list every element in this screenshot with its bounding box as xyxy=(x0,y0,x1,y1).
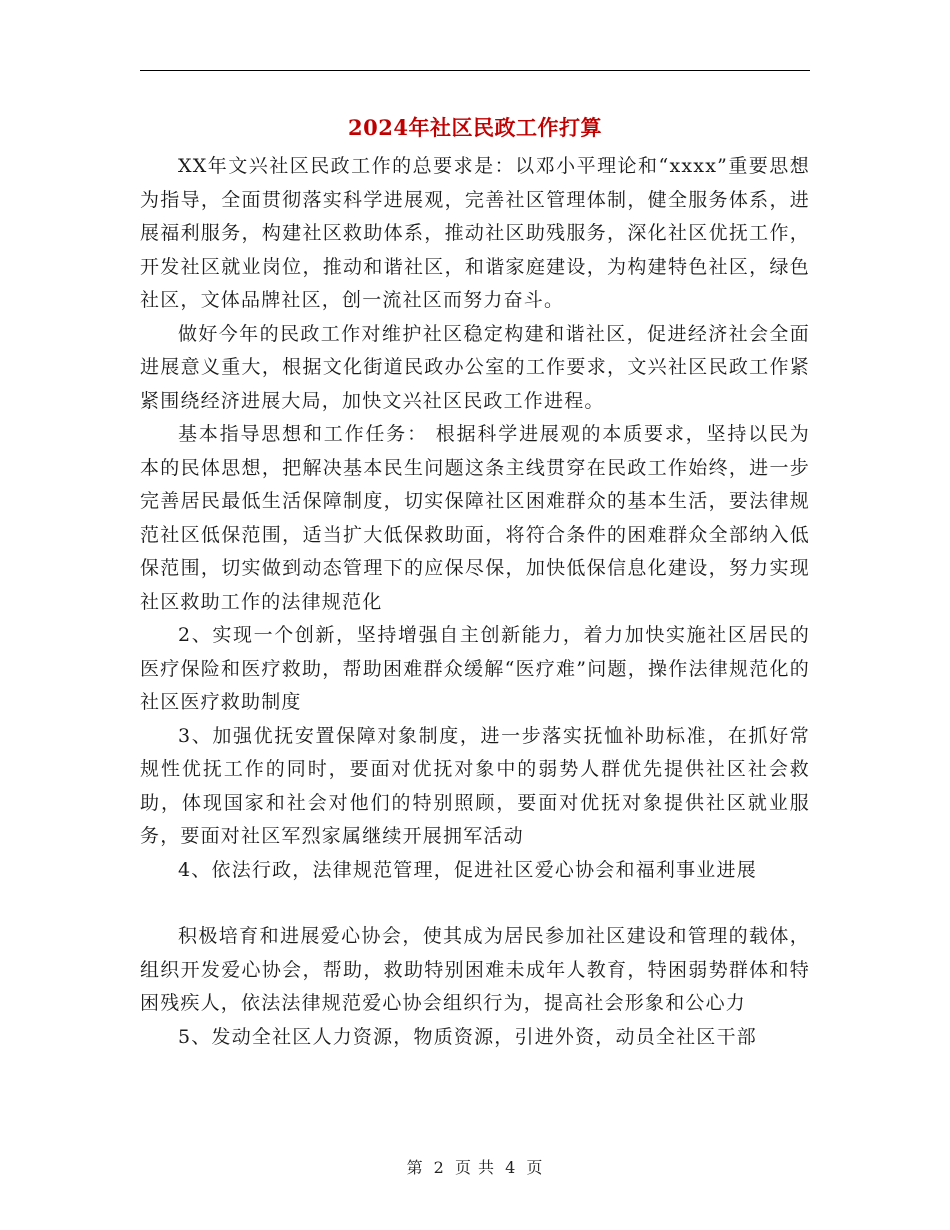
footer-suffix: 页 xyxy=(526,1158,544,1177)
page-footer xyxy=(0,1155,950,1178)
footer-prefix: 第 xyxy=(406,1158,424,1177)
paragraph-guiding-ideas: 基本指导思想和工作任务： 根据科学进展观的本质要求，坚持以民为本的民体思想，把解决基本民生问题这条主线贯穿在民政工作始终，进一步完善居民最低生活保障制度，切实保障社区困难群众的基本生活，要法律规范社区低保范围，适当扩大低保救助面，将符合条件的困难群众全部纳入低保范围，切实做到动态管理下的应保尽保，加快低保信息化建设，努力实现社区救助工作的法律规范化 xyxy=(140,423,810,613)
paragraph-item-2: 2、实现一个创新，坚持增强自主创新能力，着力加快实施社区居民的医疗保险和医疗救助，帮助困难群众缓解“医疗难”问题，操作法律规范化的社区医疗救助制度 xyxy=(140,624,810,713)
paragraph-item-4: 4、依法行政，法律规范管理，促进社区爱心协会和福利事业进展 xyxy=(178,858,757,881)
paragraph-item-3: 3、加强优抚安置保障对象制度，进一步落实抚恤补助标准，在抓好常规性优抚工作的同时，要面对优抚对象中的弱势人群优先提供社区社会救助，体现国家和社会对他们的特别照顾，要面对优抚对象提供社区就业服务，要面对社区军烈家属继续开展拥军活动 xyxy=(140,724,810,847)
document-title: 2024年社区民政工作打算 xyxy=(348,115,602,140)
footer-middle: 页 共 xyxy=(454,1158,496,1177)
footer-total-pages: 4 xyxy=(505,1158,517,1177)
paragraph-item-5: 5、发动全社区人力资源，物质资源，引进外资，动员全社区干部 xyxy=(178,1025,757,1048)
paragraph-love-association: 积极培育和进展爱心协会，使其成为居民参加社区建设和管理的载体，组织开发爱心协会，帮助，救助特别困难未成年人教育，特困弱势群体和特困残疾人，依法法律规范爱心协会组织行为，提高社会形象和公心力 xyxy=(140,925,810,1014)
document-body xyxy=(140,150,810,1054)
header-rule xyxy=(140,70,810,71)
paragraph-overall-requirements: XX年文兴社区民政工作的总要求是：以邓小平理论和“xxxx”重要思想为指导，全面贯彻落实科学进展观，完善社区管理体制，健全服务体系，进展福利服务，构建社区救助体系，推动社区助残服务，深化社区优抚工作，开发社区就业岗位，推动和谐社区，和谐家庭建设，为构建特色社区，绿色社区，文体品牌社区，创一流社区而努力奋斗。 xyxy=(140,155,810,311)
paragraph-significance: 做好今年的民政工作对维护社区稳定构建和谐社区，促进经济社会全面进展意义重大，根据文化街道民政办公室的工作要求，文兴社区民政工作紧紧围绕经济进展大局，加快文兴社区民政工作进程。 xyxy=(140,322,810,412)
footer-current-page: 2 xyxy=(433,1158,445,1177)
